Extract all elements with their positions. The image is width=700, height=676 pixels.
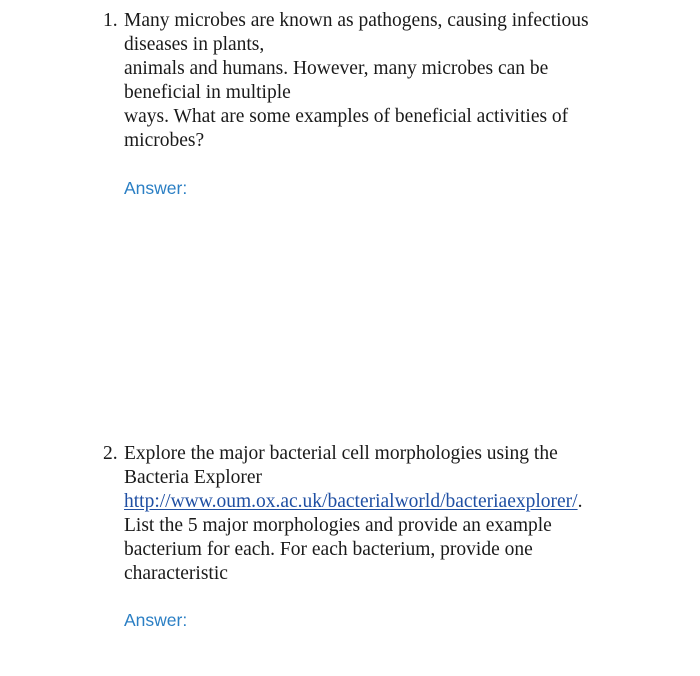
question-text — [124, 9, 644, 153]
question-line: Many microbes are known as pathogens, causing infectious — [124, 10, 589, 31]
question-line: bacterium for each. For each bacterium, provide one — [124, 539, 533, 560]
question-line: diseases in plants, — [124, 34, 265, 55]
question-line: microbes? — [124, 130, 205, 151]
question-line: beneficial in multiple — [124, 82, 291, 103]
question-text — [124, 442, 644, 586]
question-line: characteristic — [124, 563, 228, 584]
question-number: 2. — [103, 443, 118, 464]
question-line: Explore the major bacterial cell morphologies using the — [124, 443, 558, 464]
question-line: Bacteria Explorer — [124, 467, 263, 488]
question-line-link — [124, 490, 644, 514]
bacteria-explorer-link[interactable]: http://www.oum.ox.ac.uk/bacterialworld/bacteriaexplorer/ — [124, 491, 578, 512]
link-suffix: . — [577, 491, 583, 512]
answer-label-1: Answer: — [124, 178, 188, 198]
question-line: animals and humans. However, many microbes can be — [124, 58, 549, 79]
question-number: 1. — [103, 10, 118, 31]
question-line: ways. What are some examples of beneficial activities of — [124, 106, 569, 127]
answer-label-2: Answer: — [124, 610, 188, 630]
question-line: List the 5 major morphologies and provide an example — [124, 515, 552, 536]
